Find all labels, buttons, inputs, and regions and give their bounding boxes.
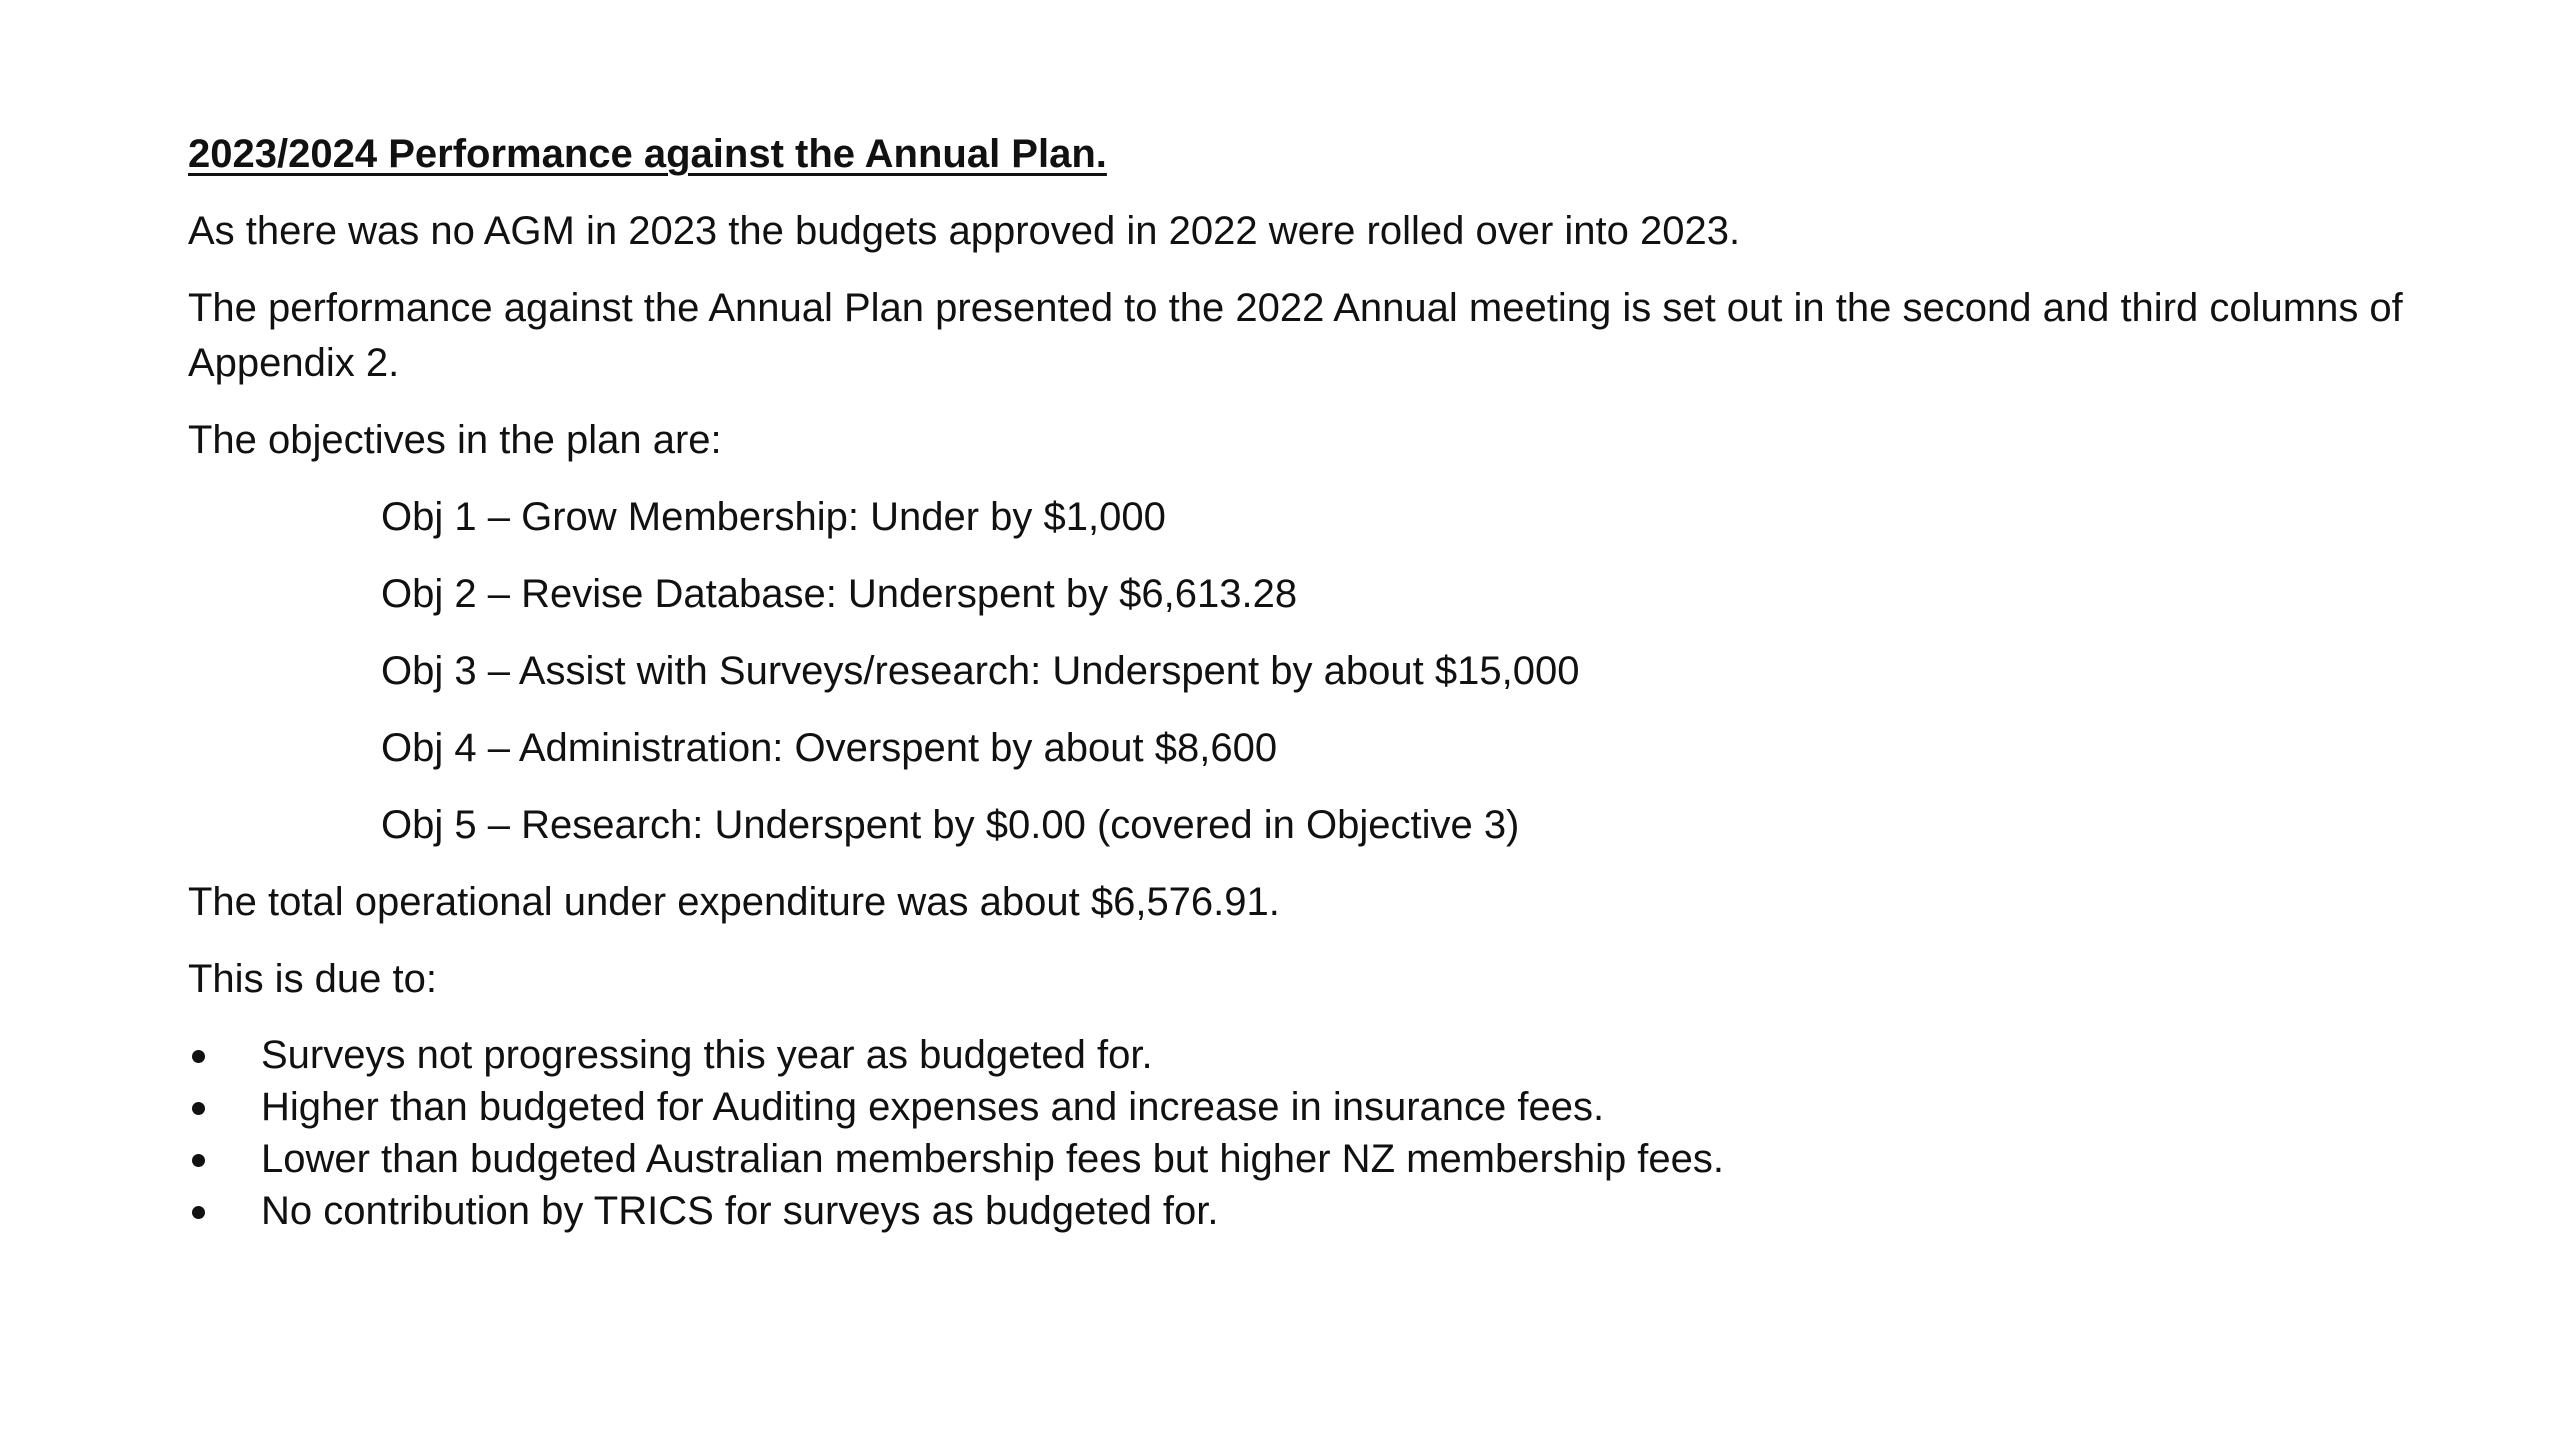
paragraph-objectives-intro: The objectives in the plan are: [188,418,722,462]
paragraph-performance: The performance against the Annual Plan presented to the 2022 Annual meeting is set out in the second and third columns of Appendix 2. [188,286,2403,385]
list-item [188,1185,2418,1237]
list-item-text: Higher than budgeted for Auditing expenses and increase in insurance fees. [261,1085,1605,1129]
objective-item: Obj 2 – Revise Database: Underspent by $6,613.28 [381,572,1298,616]
bullet-icon [192,1102,205,1115]
list-item-text: No contribution by TRICS for surveys as budgeted for. [261,1189,1219,1233]
bullet-icon [192,1050,205,1063]
list-item-text: Surveys not progressing this year as budgeted for. [261,1033,1153,1077]
due-to-intro: This is due to: [188,957,438,1001]
paragraph-agm: As there was no AGM in 2023 the budgets approved in 2022 were rolled over into 2023. [188,209,1741,253]
objective-item: Obj 1 – Grow Membership: Under by $1,000 [381,495,1166,539]
section-heading: 2023/2024 Performance against the Annual Plan. [188,132,1107,176]
document-body [188,127,2418,1237]
list-item [188,1133,2418,1185]
summary-paragraph: The total operational under expenditure was about $6,576.91. [188,880,1280,924]
list-item [188,1029,2418,1081]
objective-item: Obj 5 – Research: Underspent by $0.00 (covered in Objective 3) [381,803,1520,847]
objective-item: Obj 4 – Administration: Overspent by about $8,600 [381,726,1278,770]
list-item [188,1081,2418,1133]
list-item-text: Lower than budgeted Australian membership fees but higher NZ membership fees. [261,1137,1725,1181]
bullet-icon [192,1154,205,1167]
reasons-list [188,1029,2418,1237]
bullet-icon [192,1206,205,1219]
objective-item: Obj 3 – Assist with Surveys/research: Underspent by about $15,000 [381,649,1580,693]
